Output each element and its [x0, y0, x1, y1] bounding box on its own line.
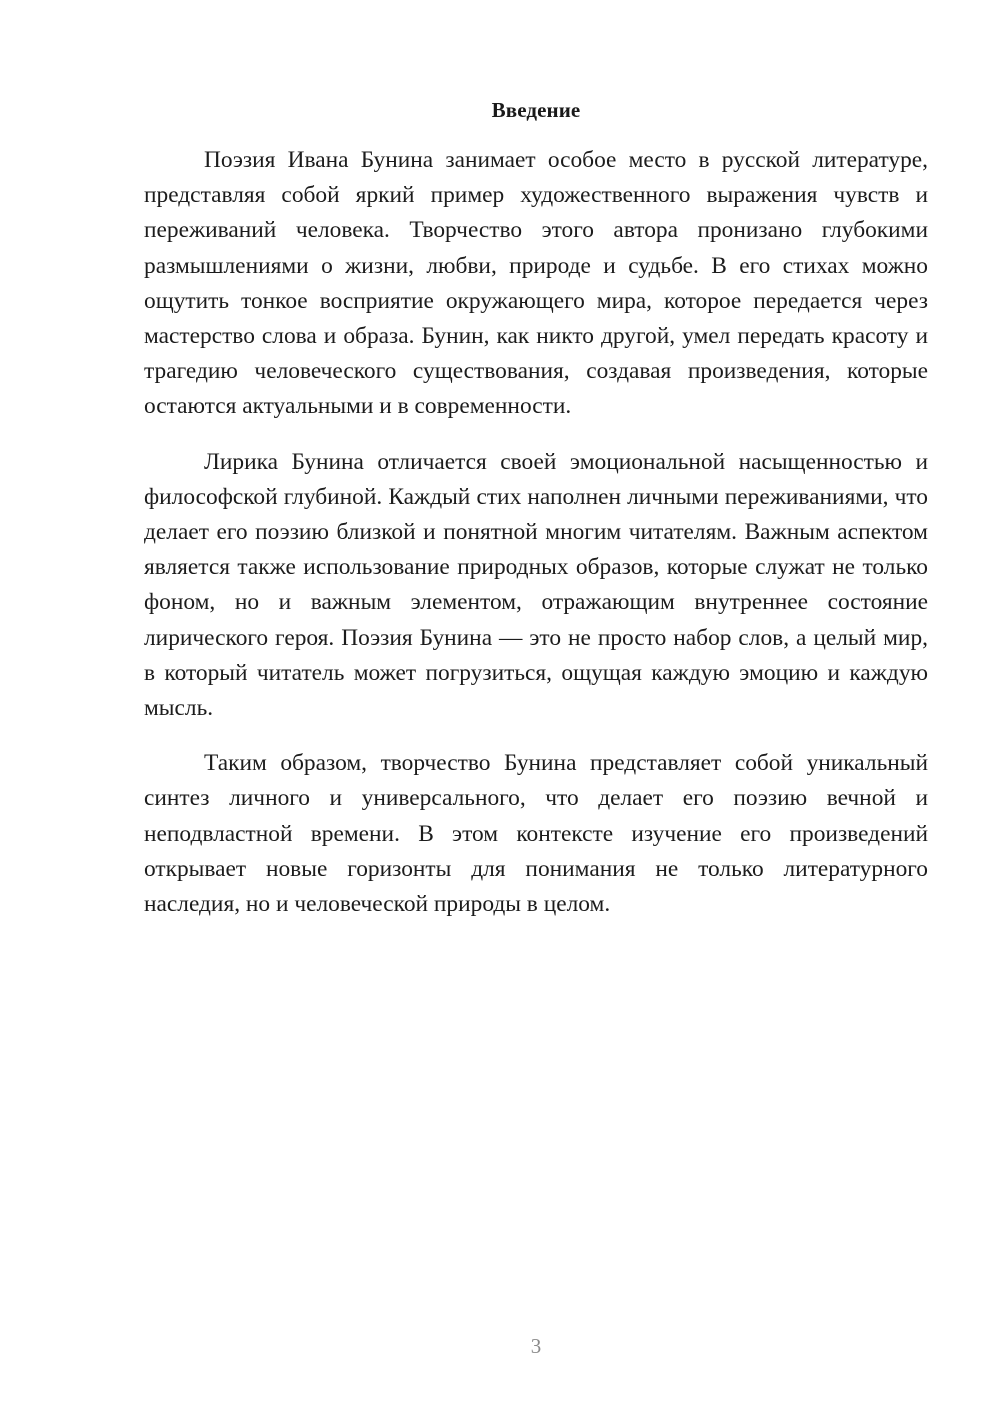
paragraph-2: Лирика Бунина отличается своей эмоциональной насыщенностью и философской глубиной. Каждый стих наполнен личными переживаниями, что делает его поэзию близкой и понятной многим читателям. Важным аспектом является также использование природных образов, которые служат не только фоном, но и важным элементом, отражающим внутреннее состояние лирического героя. Поэзия Бунина — это не просто набор слов, а целый мир, в который читатель может погрузиться, ощущая каждую эмоцию и каждую мысль. [144, 448, 928, 722]
section-title: Введение [491, 98, 581, 122]
paragraph-1: Поэзия Ивана Бунина занимает особое место в русской литературе, представляя собой яркий пример художественного выражения чувств и переживаний человека. Творчество этого автора пронизано глубокими размышлениями о жизни, любви, природе и судьбе. В его стихах можно ощутить тонкое восприятие окружающего мира, которое передается через мастерство слова и образа. Бунин, как никто другой, умел передать красоту и трагедию человеческого существования, создавая произведения, которые остаются актуальными и в современности. [144, 147, 928, 420]
paragraph-3: Таким образом, творчество Бунина представляет собой уникальный синтез личного и универсального, что делает его поэзию вечной и неподвластной времени. В этом контексте изучение его произведений открывает новые горизонты для понимания не только литературного наследия, но и человеческой природы в целом. [144, 750, 928, 918]
page-number: 3 [530, 1334, 542, 1358]
body-text [144, 143, 928, 942]
